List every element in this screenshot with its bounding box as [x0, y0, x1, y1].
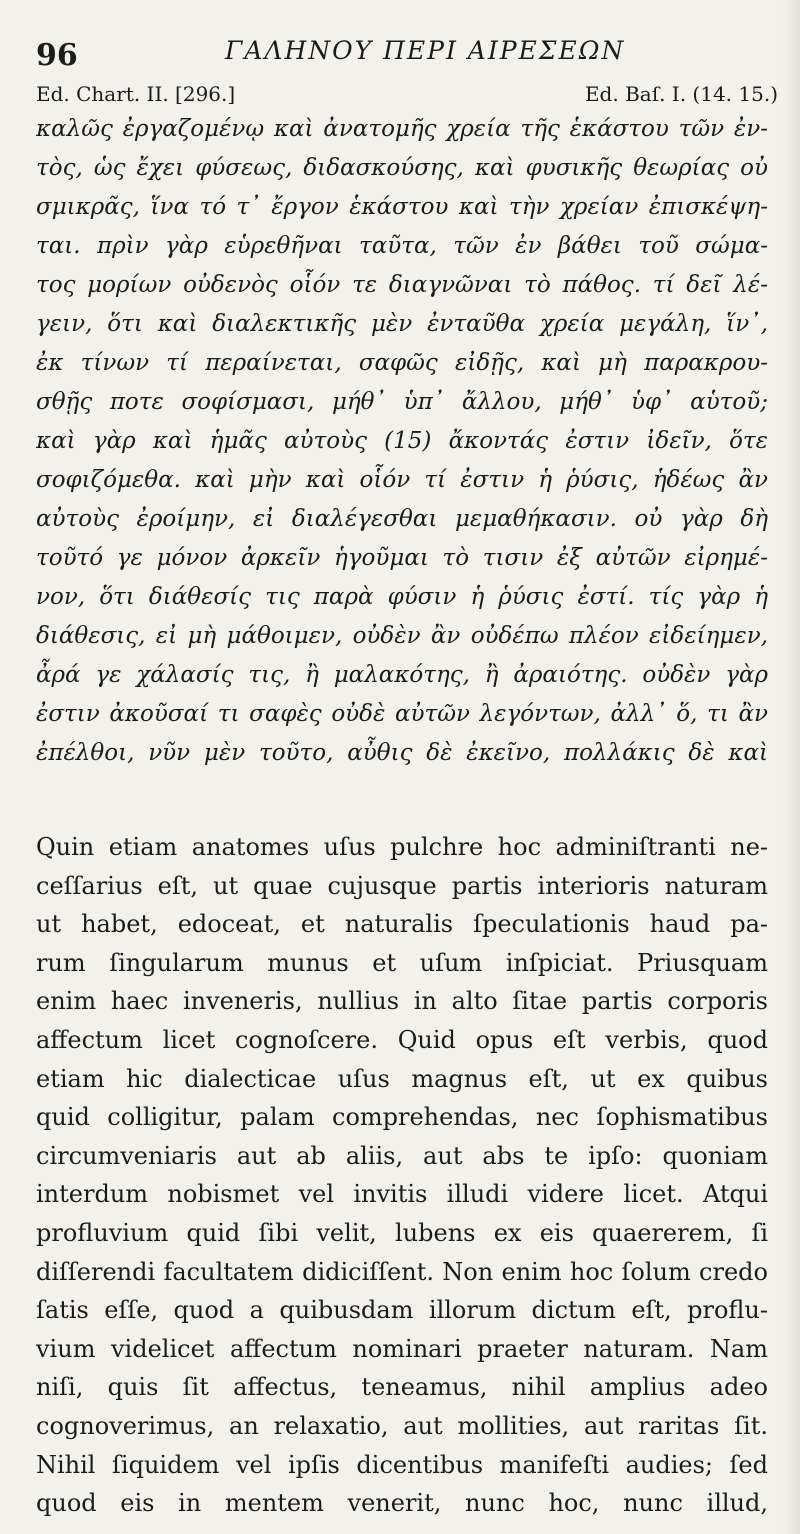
running-title: ΓΑΛΗΝΟΥ ΠΕΡΙ ΑΙΡΕΣΕΩΝ [225, 36, 626, 65]
greek-line: καλῶς ἐργαζομένῳ καὶ ἀνατομῆς χρεία τῆς ἑκάστου τῶν ἐν- [36, 116, 768, 142]
latin-line: etiam hic dialecticae uſus magnus eſt, ut ex quibus [36, 1064, 768, 1093]
greek-line: ἐπέλθοι, νῦν μὲν τοῦτο, αὖθις δὲ ἐκεῖνο, πολλάκις δὲ καὶ [36, 740, 768, 766]
page-number: 96 [36, 38, 78, 73]
greek-line: διάθεσις, εἰ μὴ μάθοιμεν, οὐδὲν ἂν οὐδέπω πλέον εἰδείημεν, [36, 623, 768, 649]
latin-line: quod eis in mentem venerit, nunc hoc, nunc illud, [36, 1489, 768, 1518]
greek-line: καὶ γὰρ καὶ ἡμᾶς αὐτοὺς (15) ἄκοντάς ἐστιν ἰδεῖν, ὅτε [36, 428, 768, 454]
greek-line: τὸς, ὡς ἔχει φύσεως, διδασκούσης, καὶ φυσικῆς θεωρίας οὐ [36, 155, 768, 181]
greek-line: σοφιζόμεθα. καὶ μὴν καὶ οἷόν τί ἐστιν ἡ ῥύσις, ἡδέως ἂν [36, 467, 768, 493]
greek-line: νον, ὅτι διάθεσίς τις παρὰ φύσιν ἡ ῥύσις ἐστί. τίς γὰρ ἡ [36, 584, 768, 610]
latin-line: enim haec inveneris, nullius in alto ſitae partis corporis [36, 987, 768, 1016]
latin-line: rum ſingularum munus et uſum inſpiciat. Priusquam [36, 948, 768, 977]
greek-line: σθῇς ποτε σοφίσμασι, μήθ᾽ ὑπ᾽ ἄλλου, μήθ᾽ ὑφ᾽ αὑτοῦ; [36, 389, 768, 415]
latin-line: vium videlicet affectum nominari praeter naturam. Nam [36, 1334, 768, 1363]
latin-line: ut habet, edoceat, et naturalis ſpeculationis haud pa- [36, 910, 768, 939]
greek-line: τος μορίων οὐδενὸς οἷόν τε διαγνῶναι τὸ πάθος. τί δεῖ λέ- [36, 272, 768, 298]
greek-line: ἆρά γε χάλασίς τις, ἢ μαλακότης, ἢ ἀραιότης. οὐδὲν γὰρ [36, 662, 768, 688]
latin-line: affectum licet cognoſcere. Quid opus eſt verbis, quod [36, 1025, 768, 1054]
greek-line: ἐκ τίνων τί περαίνεται, σαφῶς εἰδῇς, καὶ μὴ παρακρου- [36, 350, 768, 376]
greek-line: σμικρᾶς, ἵνα τό τ᾽ ἔργον ἑκάστου καὶ τὴν χρείαν ἐπισκέψη- [36, 194, 768, 220]
latin-line: Quin etiam anatomes uſus pulchre hoc adminiſtranti ne- [36, 833, 768, 861]
greek-line: ἐστιν ἀκοῦσαί τι σαφὲς οὐδὲ αὐτῶν λεγόντων, ἀλλ᾽ ὅ, τι ἂν [36, 701, 768, 727]
latin-line: niſi, quis ſit affectus, teneamus, nihil amplius adeo [36, 1373, 768, 1402]
latin-line: diſſerendi facultatem didiciſſent. Non enim hoc ſolum credo [36, 1257, 768, 1286]
latin-line: ſatis eſſe, quod a quibusdam illorum dictum eſt, proflu- [36, 1296, 768, 1325]
page-edge-shadow [782, 0, 800, 1534]
edition-reference-basel: Ed. Baſ. I. (14. 15.) [584, 82, 778, 106]
edition-reference-chartier: Ed. Chart. II. [296.] [36, 82, 236, 106]
latin-line: profluvium quid ſibi velit, lubens ex eis quaererem, ſi [36, 1218, 768, 1247]
greek-text-block [36, 110, 768, 773]
latin-line: ceſſarius eſt, ut quae cujusque partis interioris naturam [36, 871, 768, 900]
greek-line: γειν, ὅτι καὶ διαλεκτικῆς μὲν ἐνταῦθα χρεία μεγάλη, ἵν᾽, [36, 311, 768, 337]
latin-line: interdum nobismet vel invitis illudi videre licet. Atqui [36, 1180, 768, 1209]
greek-line: ται. πρὶν γὰρ εὑρεθῆναι ταῦτα, τῶν ἐν βάθει τοῦ σώμα- [36, 233, 768, 259]
greek-line: τοῦτό γε μόνον ἀρκεῖν ἡγοῦμαι τὸ τισιν ἐξ αὐτῶν εἰρημέ- [36, 545, 768, 571]
greek-line: αὐτοὺς ἐροίμην, εἰ διαλέγεσθαι μεμαθήκασιν. οὐ γὰρ δὴ [36, 506, 768, 532]
latin-line: circumveniaris aut ab aliis, aut abs te ipſo: quoniam [36, 1141, 768, 1170]
latin-line: Nihil ſiquidem vel ipſis dicentibus manifeſti audies; ſed [36, 1450, 768, 1479]
latin-translation-block [36, 828, 768, 1523]
latin-line: quid colligitur, palam comprehendas, nec ſophismatibus [36, 1103, 768, 1132]
latin-line: cognoverimus, an relaxatio, aut mollities, aut raritas ſit. [36, 1411, 768, 1440]
